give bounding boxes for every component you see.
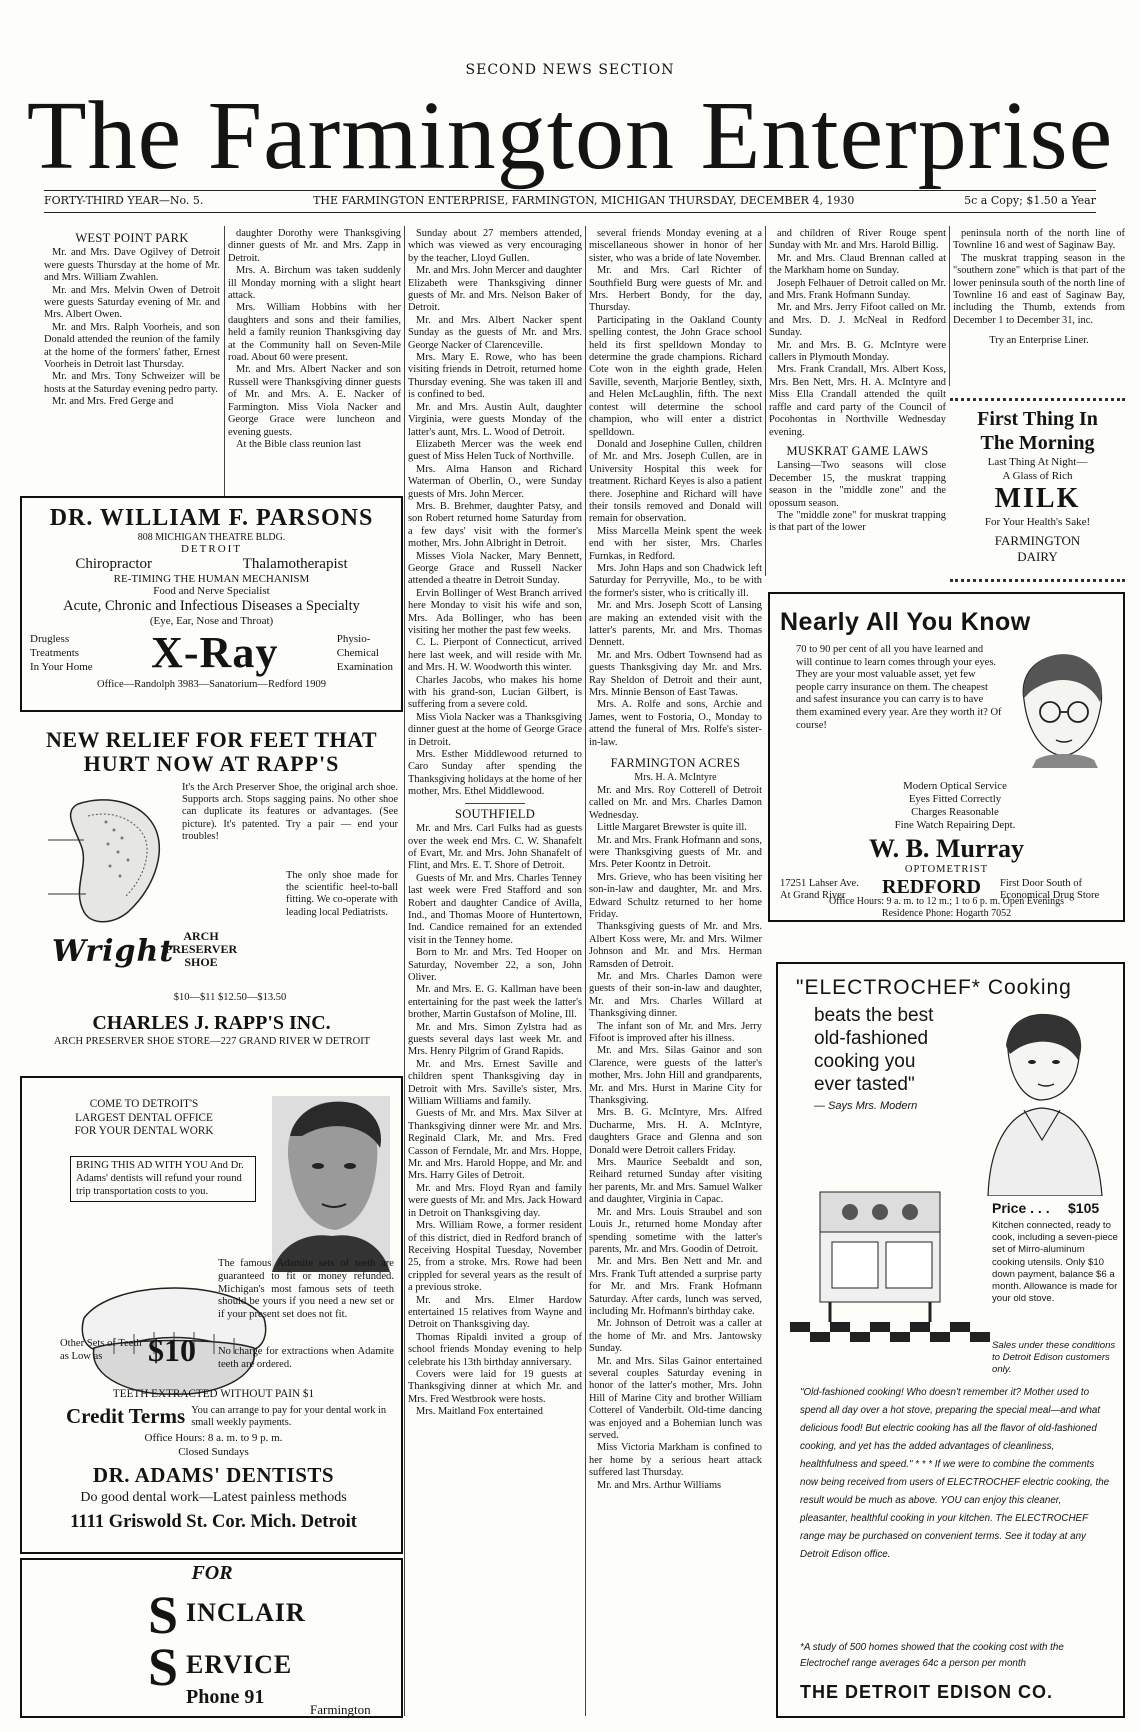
ad-sales: Sales under these conditions to Detroit Edison customers only. <box>992 1340 1116 1375</box>
paragraph: Sunday about 27 members attended, which was viewed as very encouraging by the teacher, Lloyd Gullen. <box>408 228 582 264</box>
paragraph: Mr. and Mrs. Roy Cotterell of Detroit called on Mr. and Mrs. Charles Damon Wednesday. <box>589 784 762 821</box>
paragraph: Misses Viola Nacker, Mary Bennett, George Grace and Russell Nacker attended a theatre in Detroit Sunday. <box>408 550 582 587</box>
ad-farmington-dairy <box>950 398 1125 582</box>
paragraph: Mrs. Frank Crandall, Mrs. Albert Koss, Mrs. Ben Nett, Mrs. H. A. McIntyre and Miss Ella Crandall attended the quilt raffle and card party of the Council of Pocohontas in Northville Wednesday evening. <box>769 364 946 438</box>
paragraph: Mr. and Mrs. Tony Schweizer will be hosts at the Saturday evening pedro party. <box>44 371 220 395</box>
ad-dr-parsons <box>20 496 403 712</box>
article-column-6 <box>953 228 1125 388</box>
paragraph: Mr. and Mrs. Louis Straubel and son Louis Jr., returned home Monday after spending sometime with the latter's parents, Mr. and Mrs. Goodin of Detroit. <box>589 1206 762 1255</box>
ad-hours: Office Hours: 9 a. m. to 12 m.; 1 to 6 p. m. Open Evenings <box>828 896 1065 907</box>
ad-physio: Chemical <box>336 647 379 659</box>
ad-body2: The only shoe made for the scientific heel-to-ball fitting. We co-operate with leading local Pediatrists. <box>286 870 398 918</box>
paragraph: Mr. and Mrs. Simon Zylstra had as guests several days last week Mr. and Mrs. Henry Pilgrim of Grand Rapids. <box>408 1021 582 1058</box>
paragraph: Guests of Mr. and Mrs. Max Silver at Thanksgiving dinner were Mr. and Mrs. Reginald Clark, Mr. and Mrs. Fred Casson of Ferndale, Mr. and Mrs. Hoppe, Mr. and Mrs. Harold Hoppe, and Mr. and Mrs. Harry Giles of Detroit. <box>408 1108 582 1182</box>
paragraph: At the Bible class reunion last <box>236 438 361 450</box>
ad-last-thing: Last Thing At Night— <box>987 456 1088 468</box>
ad-phone: Phone 91 <box>186 1686 265 1708</box>
paragraph: Mr. and Mrs. Ben Nett and Mr. and Mrs. Frank Tuft attended a surprise party for Mr. and Mrs. Frank Hofmann Saturday. After cards, lunch was served, including Mr. Hofmann's birthday cake. <box>589 1256 762 1317</box>
paragraph: Thanksgiving guests of Mr. and Mrs. Albert Koss were, Mr. and Mrs. Wilmer Johnson and Mr. and Mrs. Herman Ramsden of Detroit. <box>589 921 762 970</box>
paragraph: Mr. and Mrs. Carl Richter of Southfield Burg were guests of Mr. and Mrs. Herbert Bondy, for the day, Thursday. <box>589 265 762 314</box>
ad-physio: Physio- <box>336 633 371 645</box>
article-west-point-continued <box>228 228 401 498</box>
shoe-illustration <box>48 790 180 930</box>
ad-redford: REDFORD <box>882 876 981 898</box>
dateline-bar <box>44 194 1096 207</box>
paragraph: Mr. and Mrs. Melvin Owen of Detroit were guests Saturday evening of Mr. and Mrs. Albert Owen. <box>44 284 220 321</box>
paragraph: Mrs. William Rowe, a former resident of this district, died in Redford branch of Receiving Hospital Tuesday, November 25, from a stroke. Mrs. Rowe had been crippled for several years as the result of a previous stroke. <box>408 1220 582 1294</box>
portrait-illustration <box>272 1096 390 1272</box>
ad-price: $105 <box>1068 1200 1100 1216</box>
column-rule <box>949 226 950 386</box>
ad-address: 808 MICHIGAN THEATRE BLDG. <box>137 532 286 543</box>
ad-xray: X-Ray <box>151 628 279 677</box>
ad-phone: Residence Phone: Hogarth 7052 <box>881 908 1012 919</box>
ad-dairy-name: FARMINGTON <box>994 533 1081 548</box>
paragraph: Mr. and Mrs. B. G. McIntyre were callers in Plymouth Monday. <box>769 339 946 364</box>
ad-headline: beats the best <box>814 1005 934 1026</box>
paragraph: Mr. and Mrs. Ralph Voorheis, and son Donald attended the reunion of the family at the home of the formers' father, Ernest Voorheis in Detroit last Thursday. <box>44 321 220 371</box>
ad-morning: The Morning <box>980 432 1095 454</box>
ad-eye: (Eye, Ear, Nose and Throat) <box>149 615 274 627</box>
ad-no-charge: No charge for extractions when Adamite teeth are ordered. <box>218 1346 394 1370</box>
ad-drugless: Drugless <box>30 633 70 645</box>
ad-office: Office—Randolph 3983—Sanatorium—Redford 1909 <box>96 679 327 690</box>
paragraph: Mr. and Mrs. Dave Ogilvey of Detroit were guests Thursday at the home of Mr. and Mrs. William Zwahlen. <box>44 247 220 284</box>
ad-headline: NEW RELIEF FOR FEET THAT <box>45 727 378 752</box>
paragraph: Covers were laid for 19 guests at Thanksgiving dinner at which Mr. and Mrs. Fred Westbrook were hosts. <box>408 1368 582 1405</box>
ad-profession: Thalamotherapist <box>242 556 348 572</box>
ad-initial-s: S <box>148 1585 179 1645</box>
paragraph: Elizabeth Mercer was the week end guest of Miss Helen Tuck of Northville. <box>408 438 582 463</box>
ad-headline: cooking you <box>814 1051 916 1072</box>
ad-service-line: Fine Watch Repairing Dept. <box>894 819 1016 831</box>
paragraph: Born to Mr. and Mrs. Ted Hooper on Saturday, November 22, a son, John Oliver. <box>408 947 582 983</box>
ad-price: $10 <box>148 1332 196 1368</box>
ad-milk: MILK <box>994 483 1081 514</box>
ad-prices: $10—$11 $12.50—$13.50 <box>173 992 287 1003</box>
liner-note: Try an Enterprise Liner. <box>989 335 1089 347</box>
ad-wb-murray <box>768 592 1125 922</box>
paragraph: Mr. and Mrs. Albert Nacker spent Sunday as the guests of Mr. and Mrs. George Nacker of Clarenceville. <box>408 314 582 351</box>
paragraph: Mr. and Mrs. E. G. Kallman have been entertaining for the past week the latter's brother, Martin Gustafson of Moline, Ill. <box>408 984 582 1021</box>
ad-good-work: Do good dental work—Latest painless methods <box>80 1490 347 1505</box>
ad-address: At Grand River <box>780 890 846 901</box>
masthead-rule-top <box>44 190 1096 191</box>
paragraph: Ervin Bollinger of West Branch arrived here Monday to visit his wife and son, Mrs. Ada Bollinger, who has been visiting her mother the past few weeks. <box>408 587 582 636</box>
ad-glass: A Glass of Rich <box>1002 470 1073 482</box>
ad-sinclair-name: INCLAIR <box>186 1598 306 1627</box>
ad-location: Economical Drug Store <box>1000 890 1100 901</box>
ad-city: DETROIT <box>180 543 243 555</box>
paragraph: Participating in the Oakland County spelling contest, the John Grace school held its first spelldown Monday to determine the grade champions. Richard Cote won in the eighth grade, Helen Saville, seventh, Marjorie Bentley, sixth, and Helen McLaughlin, fifth. The next contest will determine the school champion, who will enter a district spelldown. <box>589 314 762 438</box>
ad-drugless: Treatments <box>30 647 80 659</box>
ad-headline: HURT NOW AT RAPP'S <box>83 751 340 776</box>
ad-headline: old-fashioned <box>814 1028 929 1049</box>
paragraph: Mrs. Maurice Seebaldt and son, Reihard returned Sunday after visiting her parents, Mr. and Mrs. Samuel Walker and daughter, Virginia in Capac. <box>589 1157 762 1206</box>
paragraph: Mrs. Esther Middlewood returned to Caro Sunday after spending the Thanksgiving holidays at the home of her mother, Mrs. Ethel Middlewood. <box>408 749 582 798</box>
masthead-rule-bottom <box>44 212 1096 213</box>
ad-dr-adams <box>20 1076 403 1554</box>
article-column-3 <box>408 228 582 1718</box>
ad-initial-s2: S <box>148 1637 179 1697</box>
ad-rapps <box>20 728 403 1018</box>
paragraph: Mr. and Mrs. Charles Damon were guests of their son-in-law and daughter, Mr. and Mrs. Charles Willard at Thanksgiving dinner. <box>589 970 762 1020</box>
ad-credit-terms: Credit Terms <box>66 1404 186 1428</box>
paragraph: Mrs. Maitland Fox entertained <box>416 1406 543 1418</box>
ad-dairy-name: DAIRY <box>1017 549 1058 564</box>
column-rule <box>585 226 586 1716</box>
stove-illustration <box>790 1172 990 1342</box>
volume-number: FORTY-THIRD YEAR—No. 5. <box>44 194 204 207</box>
ad-optometrist: OPTOMETRIST <box>904 864 989 875</box>
column-rule <box>224 226 225 498</box>
paragraph: Joseph Felhauer of Detroit called on Mr. and Mrs. Frank Hofmann Sunday. <box>769 277 946 302</box>
price-line: 5c a Copy; $1.50 a Year <box>964 194 1096 207</box>
paragraph: and children of River Rouge spent Sunday with Mr. and Mrs. Harold Billig. <box>769 228 946 252</box>
ad-first-thing: First Thing In <box>977 408 1098 430</box>
paragraph: Mr. and Mrs. Silas Gainor and son Clarence, were guests of the latter's mother, Mrs. John Hill and grandparents, Mr. and Mrs. Hurst in Marine City for Thanksgiving. <box>589 1045 762 1107</box>
paragraph: several friends Monday evening at a miscellaneous shower in honor of her sister, who was a bride of late November. <box>589 228 762 264</box>
ad-service-line: Charges Reasonable <box>911 806 999 818</box>
ad-top-line: LARGEST DENTAL OFFICE <box>75 1111 213 1124</box>
paragraph: Mr. and Mrs. Austin Ault, daughter Virginia, were guests Monday of the latter's aunt, Mrs. L. Wood of Detroit. <box>408 401 582 438</box>
ad-other-sets: Other Sets of Teeth as Low as <box>60 1338 142 1362</box>
paragraph: Mr. and Mrs. Fred Gerge and <box>52 396 174 408</box>
ad-headline: Nearly All You Know <box>780 608 1031 636</box>
ad-location: First Door South of <box>1000 878 1082 889</box>
ad-address: 17251 Lahser Ave. <box>780 878 859 889</box>
ad-profession: Chiropractor <box>75 556 152 572</box>
article-west-point-park <box>44 228 220 498</box>
section-label: SECOND NEWS SECTION <box>465 62 675 78</box>
paragraph: Mr. and Mrs. Silas Gainor entertained several couples Saturday evening in honor of the latter's mother, Mrs. John Hill of Marine City and brother William Cotterel of Vanderbilt. Old-time dancing was enjoyed and a Bohemian lunch was served. <box>589 1355 762 1441</box>
paragraph: Mrs. Alma Hanson and Richard Waterman of Oberlin, O., were Sunday guests of Mrs. John Mercer. <box>408 463 582 500</box>
paragraph: Mrs. William Hobbins with her daughters and sons and their families, held a family reunion Thanksgiving day at the Community hall on Seven-Mile road. About 60 were present. <box>228 302 401 364</box>
ad-headline: "ELECTROCHEF* Cooking <box>796 976 1072 999</box>
paragraph: Mr. and Mrs. Jerry Fifoot called on Mr. and Mrs. D. J. McNeal in Redford Sunday. <box>769 302 946 339</box>
paragraph: C. L. Pierpont of Connecticut, arrived here last week, and will reside with Mr. and Mrs. H. W. Woodworth this winter. <box>408 637 582 674</box>
paragraph: peninsula north of the north line of Townline 16 and west of Saginaw Bay. <box>953 228 1125 252</box>
paragraph: Mr. and Mrs. Claud Brennan called at the Markham home on Sunday. <box>769 252 946 277</box>
ad-extracted: TEETH EXTRACTED WITHOUT PAIN $1 <box>112 1388 315 1400</box>
ad-hours: Office Hours: 8 a. m. to 9 p. m. <box>144 1432 283 1444</box>
ad-credit-desc: You can arrange to pay for your dental work in small weekly payments. <box>191 1404 387 1428</box>
ad-company: CHARLES J. RAPP'S INC. <box>92 1012 331 1034</box>
paragraph: Mrs. Grieve, who has been visiting her son-in-law and daughter, Mr. and Mrs. Edward Schultz returned to her home Friday. <box>589 871 762 920</box>
paragraph: Mrs. A. Birchum was taken suddenly ill Monday morning with a slight heart attack. <box>228 265 401 302</box>
paragraph: Mr. and Mrs. Joseph Scott of Lansing are making an extended visit with the latter's parents, Mr. and Mrs. Thomas Dennett. <box>589 600 762 649</box>
ad-physio: Examination <box>336 661 393 673</box>
ad-bring-box: BRING THIS AD WITH YOU And Dr. Adams' dentists will refund your round trip transportation costs to you. <box>70 1156 256 1202</box>
article-column-4 <box>589 228 762 1718</box>
ad-headline: ever tasted" <box>814 1074 915 1095</box>
ad-top-line: FOR YOUR DENTAL WORK <box>74 1125 214 1137</box>
paragraph: Mr. and Mrs. Elmer Hardow entertained 15 relatives from Wayne and Detroit on Thanksgiving day. <box>408 1294 582 1331</box>
column-rule <box>765 226 766 576</box>
ad-specialty: Food and Nerve Specialist <box>153 585 270 597</box>
ad-diseases: Acute, Chronic and Infectious Diseases a Specialty <box>63 598 360 614</box>
ad-service: ERVICE <box>186 1650 293 1679</box>
ad-says: — Says Mrs. Modern <box>814 1100 918 1112</box>
paragraph: Mrs. B. G. McIntyre, Mrs. Alfred Ducharme, Mrs. H. A. McIntyre, daughters Grace and Glenna and son Donald were Detroit callers Friday. <box>589 1107 762 1156</box>
ad-top-line: COME TO DETROIT'S <box>89 1098 199 1110</box>
paragraph: Mrs. Mary E. Rowe, who has been visiting friends in Detroit, returned home Thursday evening. She was taken ill and is confined to bed. <box>408 352 582 401</box>
ad-detroit-edison <box>776 962 1125 1718</box>
ad-famous: The famous Adamite sets of teeth are guaranteed to fit or money refunded. Michigan's most famous sets of teeth should be yours if you need a new set or if your present set does not fit. <box>218 1258 394 1321</box>
paragraph: Miss Marcella Meink spent the week end with her sister, Mrs. Charles Furnkas, in Redford. <box>589 525 762 562</box>
paragraph: Little Margaret Brewster is quite ill. <box>597 822 747 834</box>
paragraph: Mr. Johnson of Detroit was a caller at the home of Mr. and Mrs. Jantowsky Sunday. <box>589 1318 762 1355</box>
paragraph: The "middle zone" for muskrat trapping is that part of the lower <box>769 509 946 534</box>
paragraph: daughter Dorothy were Thanksgiving dinner guests of Mr. and Mrs. Zapp in Detroit. <box>228 228 401 264</box>
ad-body: It's the Arch Preserver Shoe, the original arch shoe. Supports arch. Stops sagging pains. No other shoe can duplicate its features or advantages. (See picture). It's patented. Try a pair — end your troubles! <box>182 782 398 842</box>
article-column-5 <box>769 228 946 578</box>
paragraph: Mr. and Mrs. John Mercer and daughter Elizabeth were Thanksgiving dinner guests of Mr. and Mrs. Nelson Baker of Detroit. <box>408 265 582 314</box>
paragraph: Mr. and Mrs. Ernest Saville and children spent Thanksgiving day in Detroit with Mrs. Saville's sister, Mrs. William Williams and family. <box>408 1058 582 1108</box>
ad-drugless: In Your Home <box>30 661 93 673</box>
ad-murray-name: W. B. Murray <box>868 834 1025 863</box>
paragraph: Mr. and Mrs. Odbert Townsend had as guests Thanksgiving day Mr. and Mrs. Ray Sheldon of Detroit and their aunt, Mrs. Minnie Benson of East Tawas. <box>589 649 762 699</box>
ad-adams-name: DR. ADAMS' DENTISTS <box>92 1463 335 1487</box>
ad-price-label: Price . . . <box>992 1200 1050 1216</box>
ad-address: 1111 Griswold St. Cor. Mich. Detroit <box>70 1512 357 1532</box>
paragraph: Mr. and Mrs. Carl Fulks had as guests over the week end Mrs. C. W. Shanafelt of Evart, Mr. and Mrs. John Shanafelt of Flint, and Mrs. E. T. Shore of Detroit. <box>408 823 582 872</box>
paragraph: The muskrat trapping season in the "southern zone" which is that part of the lower peninsula south of the north line of Townline 16 and east of Saginaw Bay, including the Thumb, extends from December 1 to December 31, inc. <box>953 252 1125 326</box>
paragraph: Charles Jacobs, who makes his home with his grand-son, Lucian Gilbert, is suffering from a severe cold. <box>408 674 582 711</box>
paragraph: Donald and Josephine Cullen, children of Mr. and Mrs. Joseph Cullen, are in University Hospital this week for treatment. Richard Keyes is also a patient there. Josephine and Richard will have their tonsils removed and Donald will remain for observation. <box>589 438 762 525</box>
ad-sinclair <box>20 1558 403 1718</box>
paragraph: Mrs. John Haps and son Chadwick left Saturday for Perryville, Mo., to be with the former's sister, who is critically ill. <box>589 562 762 599</box>
ad-company: THE DETROIT EDISON CO. <box>800 1682 1054 1702</box>
article-byline: Mrs. H. A. McIntyre <box>634 772 717 784</box>
ad-body: 70 to 90 per cent of all you have learned and will continue to learn comes through your eyes. They are your most valuable asset, yet few people carry insurance on them. The cheapest and safest insurance you can carry is to have them examined every year. Are they worth it? Of course! <box>796 644 1002 731</box>
ad-address: ARCH PRESERVER SHOE STORE—227 GRAND RIVER W DETROIT <box>53 1036 371 1047</box>
ad-closed: Closed Sundays <box>178 1446 249 1458</box>
ad-name: DR. WILLIAM F. PARSONS <box>49 505 374 531</box>
woman-illustration <box>968 1010 1118 1196</box>
paragraph: Lansing—Two seasons will close December 15, the muskrat trapping season in the "middle zone" and the opossum season. <box>769 460 946 509</box>
woman-glasses-illustration <box>1006 648 1112 768</box>
ad-tagline: RE-TIMING THE HUMAN MECHANISM <box>113 573 310 585</box>
ad-town: Farmington <box>310 1702 371 1717</box>
paragraph: Mrs. A. Rolfe and sons, Archie and James, went to Fostoria, O., Monday to attend the funeral of Mrs. Rolfe's sister-in-law. <box>589 699 762 748</box>
masthead-title: The Farmington Enterprise <box>26 82 1114 190</box>
article-heading: FARMINGTON ACRES <box>610 756 741 771</box>
article-heading: MUSKRAT GAME LAWS <box>786 443 929 458</box>
column-rule <box>404 226 405 1716</box>
ad-quote: "Old-fashioned cooking! Who doesn't remember it? Mother used to spend all day over a hot stove, preparing the special meal—and what delicious food! But electric cooking has all the flavor of old-fashioned cooking, and yet has the added advantages of cleanliness, healthfulness and speed." * * * If we were to combine the comments now being received from users of ELECTROCHEF electric cooking, the result would be much as above. YOU can enjoy this cleaner, pleasanter, healthful cooking in your kitchen. The ELECTROCHEF range may be purchased on convenient terms. See it today at any Detroit Edison office. <box>800 1387 1110 1560</box>
article-heading: WEST POINT PARK <box>75 231 189 245</box>
paragraph: Mr. and Mrs. Floyd Ryan and family were guests of Mr. and Mrs. Jack Howard in Detroit on Thanksgiving day. <box>408 1182 582 1219</box>
ad-logo: Wright <box>52 934 175 969</box>
ad-service-line: Modern Optical Service <box>903 780 1007 792</box>
paragraph: The infant son of Mr. and Mrs. Jerry Fifoot is improved after his illness. <box>589 1020 762 1044</box>
ad-logo-sub: ARCH PRESERVER SHOE <box>164 929 238 969</box>
article-heading: SOUTHFIELD <box>454 806 536 821</box>
ad-study: *A study of 500 homes showed that the cooking cost with the Electrochef range averages 64c a person per month <box>800 1642 1064 1669</box>
paragraph: Mr. and Mrs. Arthur Williams <box>597 1479 722 1491</box>
ad-for: FOR <box>191 1562 233 1584</box>
ad-health: For Your Health's Sake! <box>984 516 1091 528</box>
paragraph: Guests of Mr. and Mrs. Charles Tenney last week were Fred Stafford and son Robert and daughter Candice of Avilla, Ind., and Thomas Moore of Huntertown, Ind. Candice remained for an extended visit in the Tenney home. <box>408 872 582 946</box>
dateline: THE FARMINGTON ENTERPRISE, FARMINGTON, MICHIGAN THURSDAY, DECEMBER 4, 1930 <box>313 194 855 207</box>
paragraph: Mr. and Mrs. Albert Nacker and son Russell were Thanksgiving dinner guests of Mr. and Mrs. A. E. Nacker of Farmington. Miss Viola Nacker and George Grace were luncheon and evening guests. <box>228 364 401 438</box>
paragraph: Thomas Ripaldi invited a group of school friends Monday evening to help celebrate his 13th birthday anniversary. <box>408 1331 582 1368</box>
paragraph: Miss Victoria Markham is confined to her home by a serious heart attack suffered last Thursday. <box>589 1442 762 1479</box>
ad-desc: Kitchen connected, ready to cook, including a seven-piece set of Mirro-aluminum cooking utensils. Only $10 down payment, balance $6 a month. Allowance is made for your old stove. <box>992 1220 1118 1305</box>
ad-service-line: Eyes Fitted Correctly <box>908 793 1002 805</box>
paragraph: Mrs. B. Brehmer, daughter Patsy, and son Robert returned home Saturday from a few days' visit with the former's mother, Mrs. John Albright in Detroit. <box>408 500 582 550</box>
paragraph: Mr. and Mrs. Frank Hofmann and sons, were Thanksgiving guests of Mr. and Mrs. Peter Koontz in Detroit. <box>589 834 762 871</box>
paragraph: Miss Viola Nacker was a Thanksgiving dinner guest at the home of George Grace in Detroit. <box>408 711 582 748</box>
